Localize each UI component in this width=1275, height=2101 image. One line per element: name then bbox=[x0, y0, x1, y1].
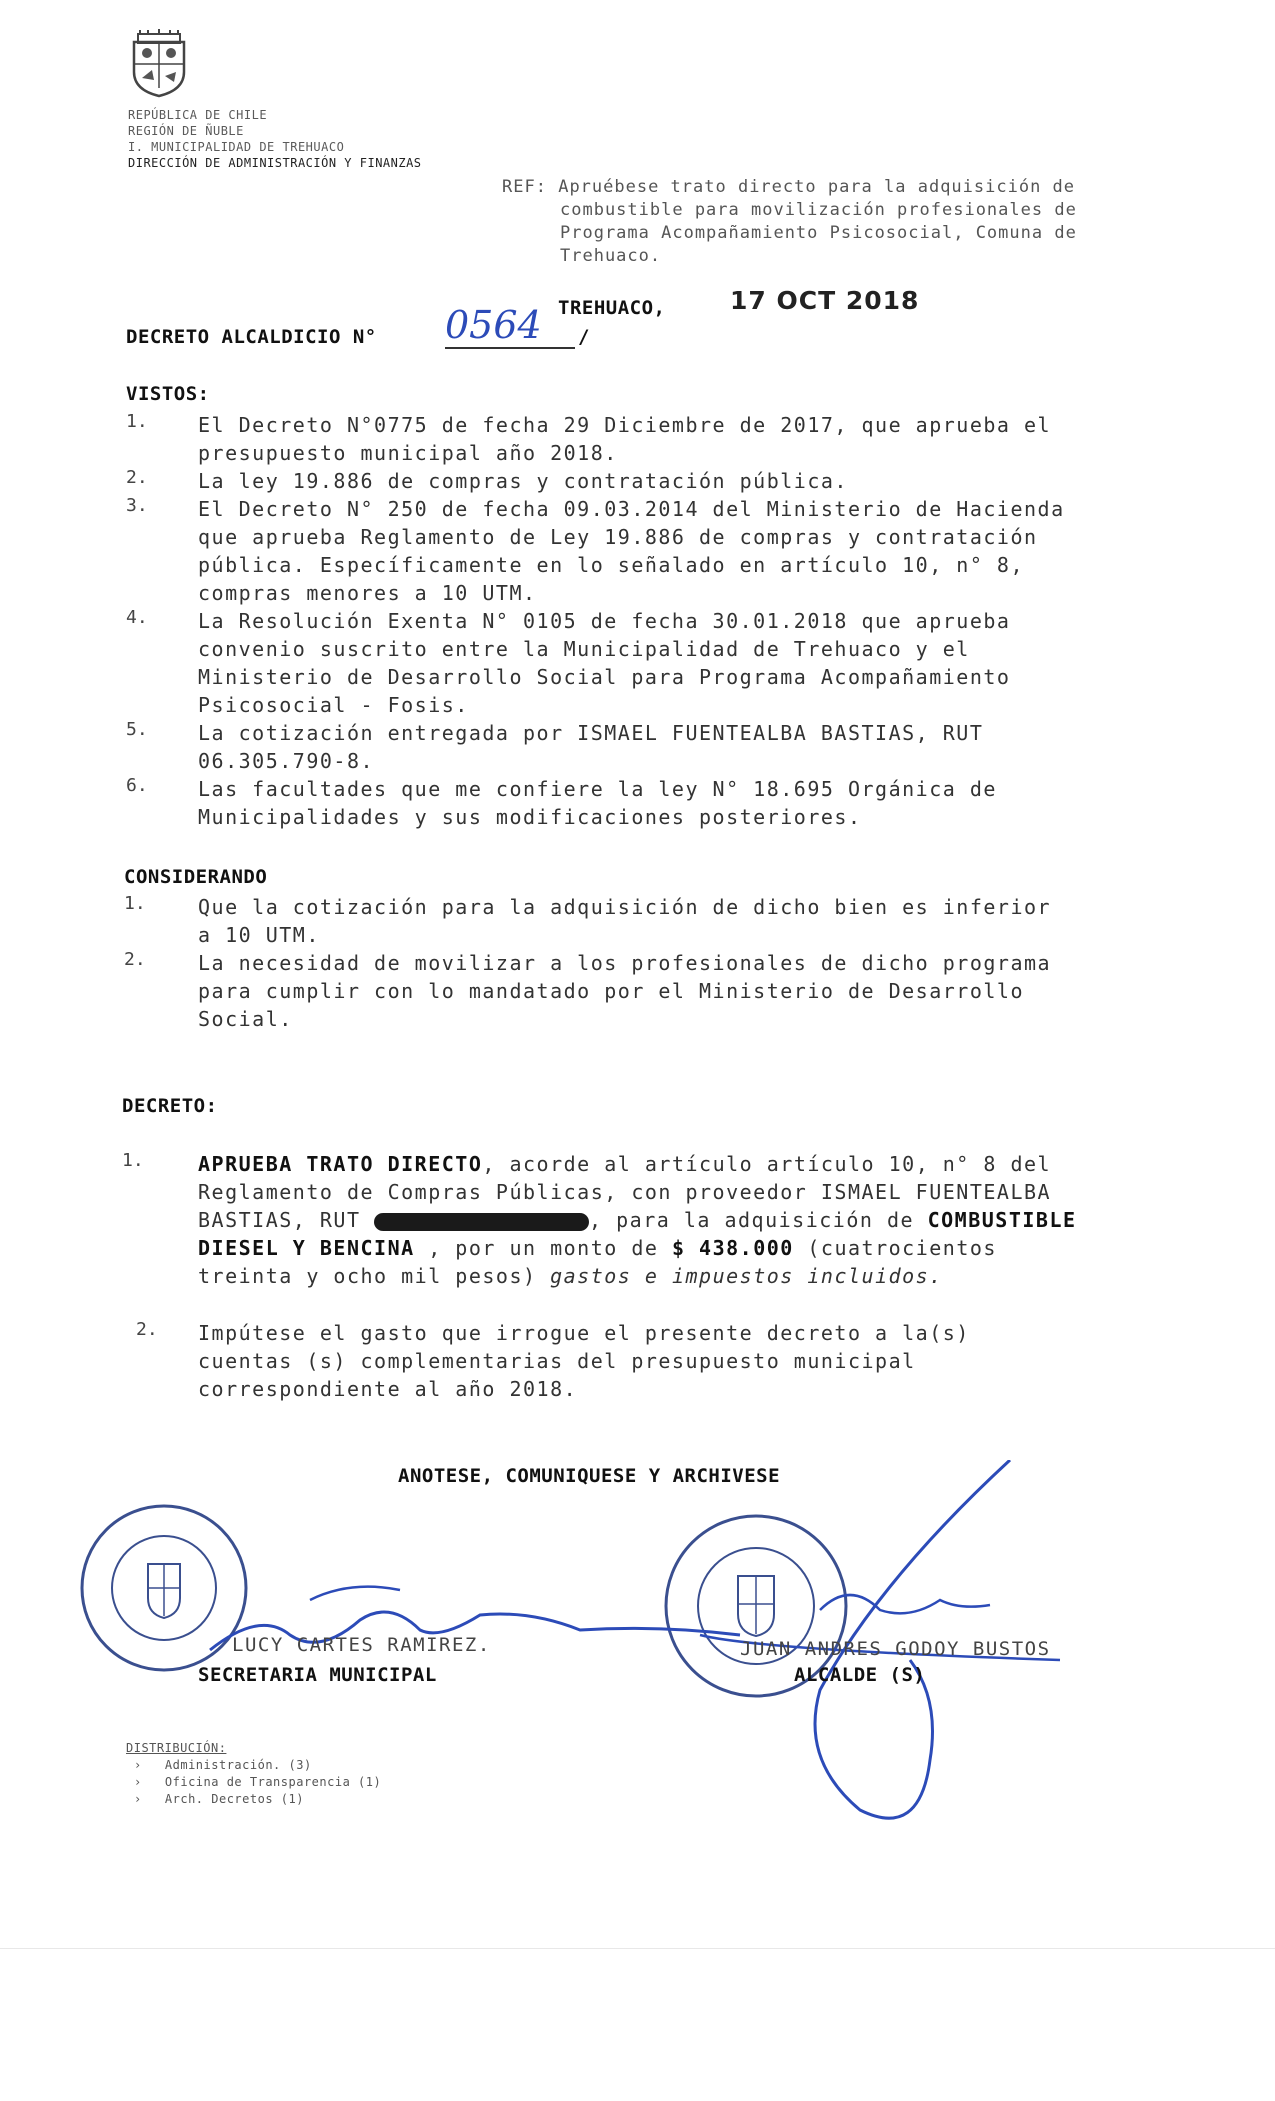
ref-line-3: Programa Acompañamiento Psicosocial, Comuna de bbox=[560, 223, 1077, 243]
ref-line-2: combustible para movilización profesionales de bbox=[560, 200, 1077, 220]
list-item: 1. El Decreto N°0775 de fecha 29 Diciembre de 2017, que aprueba el presupuesto municipal año 2018. bbox=[126, 411, 1052, 465]
distribution-title: DISTRIBUCIÓN: bbox=[126, 1741, 227, 1755]
list-item: › Oficina de Transparencia (1) bbox=[134, 1775, 382, 1789]
signature-right-name: JUAN ANDRES GODOY BUSTOS bbox=[740, 1638, 1051, 1660]
decreto-title: DECRETO: bbox=[122, 1095, 218, 1117]
decree-label: DECRETO ALCALDICIO N° bbox=[126, 326, 377, 348]
list-item: 2. La ley 19.886 de compras y contratación pública. bbox=[126, 467, 848, 493]
list-item: › Arch. Decretos (1) bbox=[134, 1792, 304, 1806]
closing-phrase: ANOTESE, COMUNIQUESE Y ARCHIVESE bbox=[398, 1465, 781, 1487]
considerando-title: CONSIDERANDO bbox=[124, 866, 268, 888]
amount: $ 438.000 bbox=[671, 1236, 794, 1260]
considerando-list bbox=[124, 893, 1164, 1033]
decreto-item-1: 1. APRUEBA TRATO DIRECTO, acorde al artículo artículo 10, n° 8 del Reglamento de Compras Públicas, con proveedor ISMAEL FUENTEALBA BASTIAS, RUT , para la adquisición de COMBUSTIBLE DIESEL Y BENCINA , por un monto de $ 438.000 (cuatrocientos treinta y ocho mil pesos) gastos e impuestos incluidos. bbox=[122, 1150, 1077, 1288]
date-stamp: 17 OCT 2018 bbox=[730, 286, 920, 315]
vistos-list bbox=[126, 411, 1164, 831]
redacted-rut bbox=[374, 1213, 589, 1231]
ref-block bbox=[502, 176, 1162, 268]
decree-number: 0564 bbox=[445, 303, 575, 349]
distribution-list bbox=[134, 1757, 381, 1808]
header-country: REPÚBLICA DE CHILE bbox=[128, 108, 268, 122]
list-item: 3. El Decreto N° 250 de fecha 09.03.2014 del Ministerio de Hacienda que aprueba Reglamento de Ley 19.886 de compras y contratación pública. Específicamente en lo señalado en artículo 10, n° 8, compras menores a 10 UTM. bbox=[126, 495, 1065, 605]
header-department: DIRECCIÓN DE ADMINISTRACIÓN Y FINANZAS bbox=[128, 156, 422, 170]
list-item: 5. La cotización entregada por ISMAEL FUENTEALBA BASTIAS, RUT 06.305.790-8. bbox=[126, 719, 984, 773]
list-item: 4. La Resolución Exenta N° 0105 de fecha 30.01.2018 que aprueba convenio suscrito entre la Municipalidad de Trehuaco y el Ministerio de Desarrollo Social para Programa Acompañamiento Psicosocial - Fosis. bbox=[126, 607, 1011, 717]
signature-left-name: LUCY CARTES RAMIREZ. bbox=[232, 1634, 491, 1656]
header-municipality: I. MUNICIPALIDAD DE TREHUACO bbox=[128, 140, 345, 154]
signature-left-title: SECRETARIA MUNICIPAL bbox=[198, 1664, 437, 1686]
decree-slash: / bbox=[578, 326, 590, 348]
list-item: 2. La necesidad de movilizar a los profesionales de dicho programa para cumplir con lo mandatado por el Ministerio de Desarrollo Social. bbox=[124, 949, 1052, 1031]
page-bottom-margin bbox=[0, 1948, 1275, 2101]
list-item: 6. Las facultades que me confiere la ley N° 18.695 Orgánica de Municipalidades y sus modificaciones posteriores. bbox=[126, 775, 997, 829]
decreto-bold-approve: APRUEBA TRATO DIRECTO bbox=[198, 1152, 483, 1176]
vistos-title: VISTOS: bbox=[126, 383, 210, 405]
ref-line-4: Trehuaco. bbox=[560, 246, 662, 266]
ref-line-1: Apruébese trato directo para la adquisición de bbox=[558, 177, 1076, 197]
ref-label: REF: bbox=[502, 177, 547, 197]
decreto-item-2: 2. Impútese el gasto que irrogue el presente decreto a la(s) cuentas (s) complementarias del presupuesto municipal correspondiente al año 2018. bbox=[136, 1319, 970, 1401]
list-item: › Administración. (3) bbox=[134, 1758, 312, 1772]
header-region: REGIÓN DE ÑUBLE bbox=[128, 124, 244, 138]
place-label: TREHUACO, bbox=[558, 297, 666, 319]
municipal-coat-of-arms-icon bbox=[128, 28, 190, 98]
signature-right-title: ALCALDE (S) bbox=[794, 1664, 926, 1686]
list-item: 1. Que la cotización para la adquisición de dicho bien es inferior a 10 UTM. bbox=[124, 893, 1052, 947]
